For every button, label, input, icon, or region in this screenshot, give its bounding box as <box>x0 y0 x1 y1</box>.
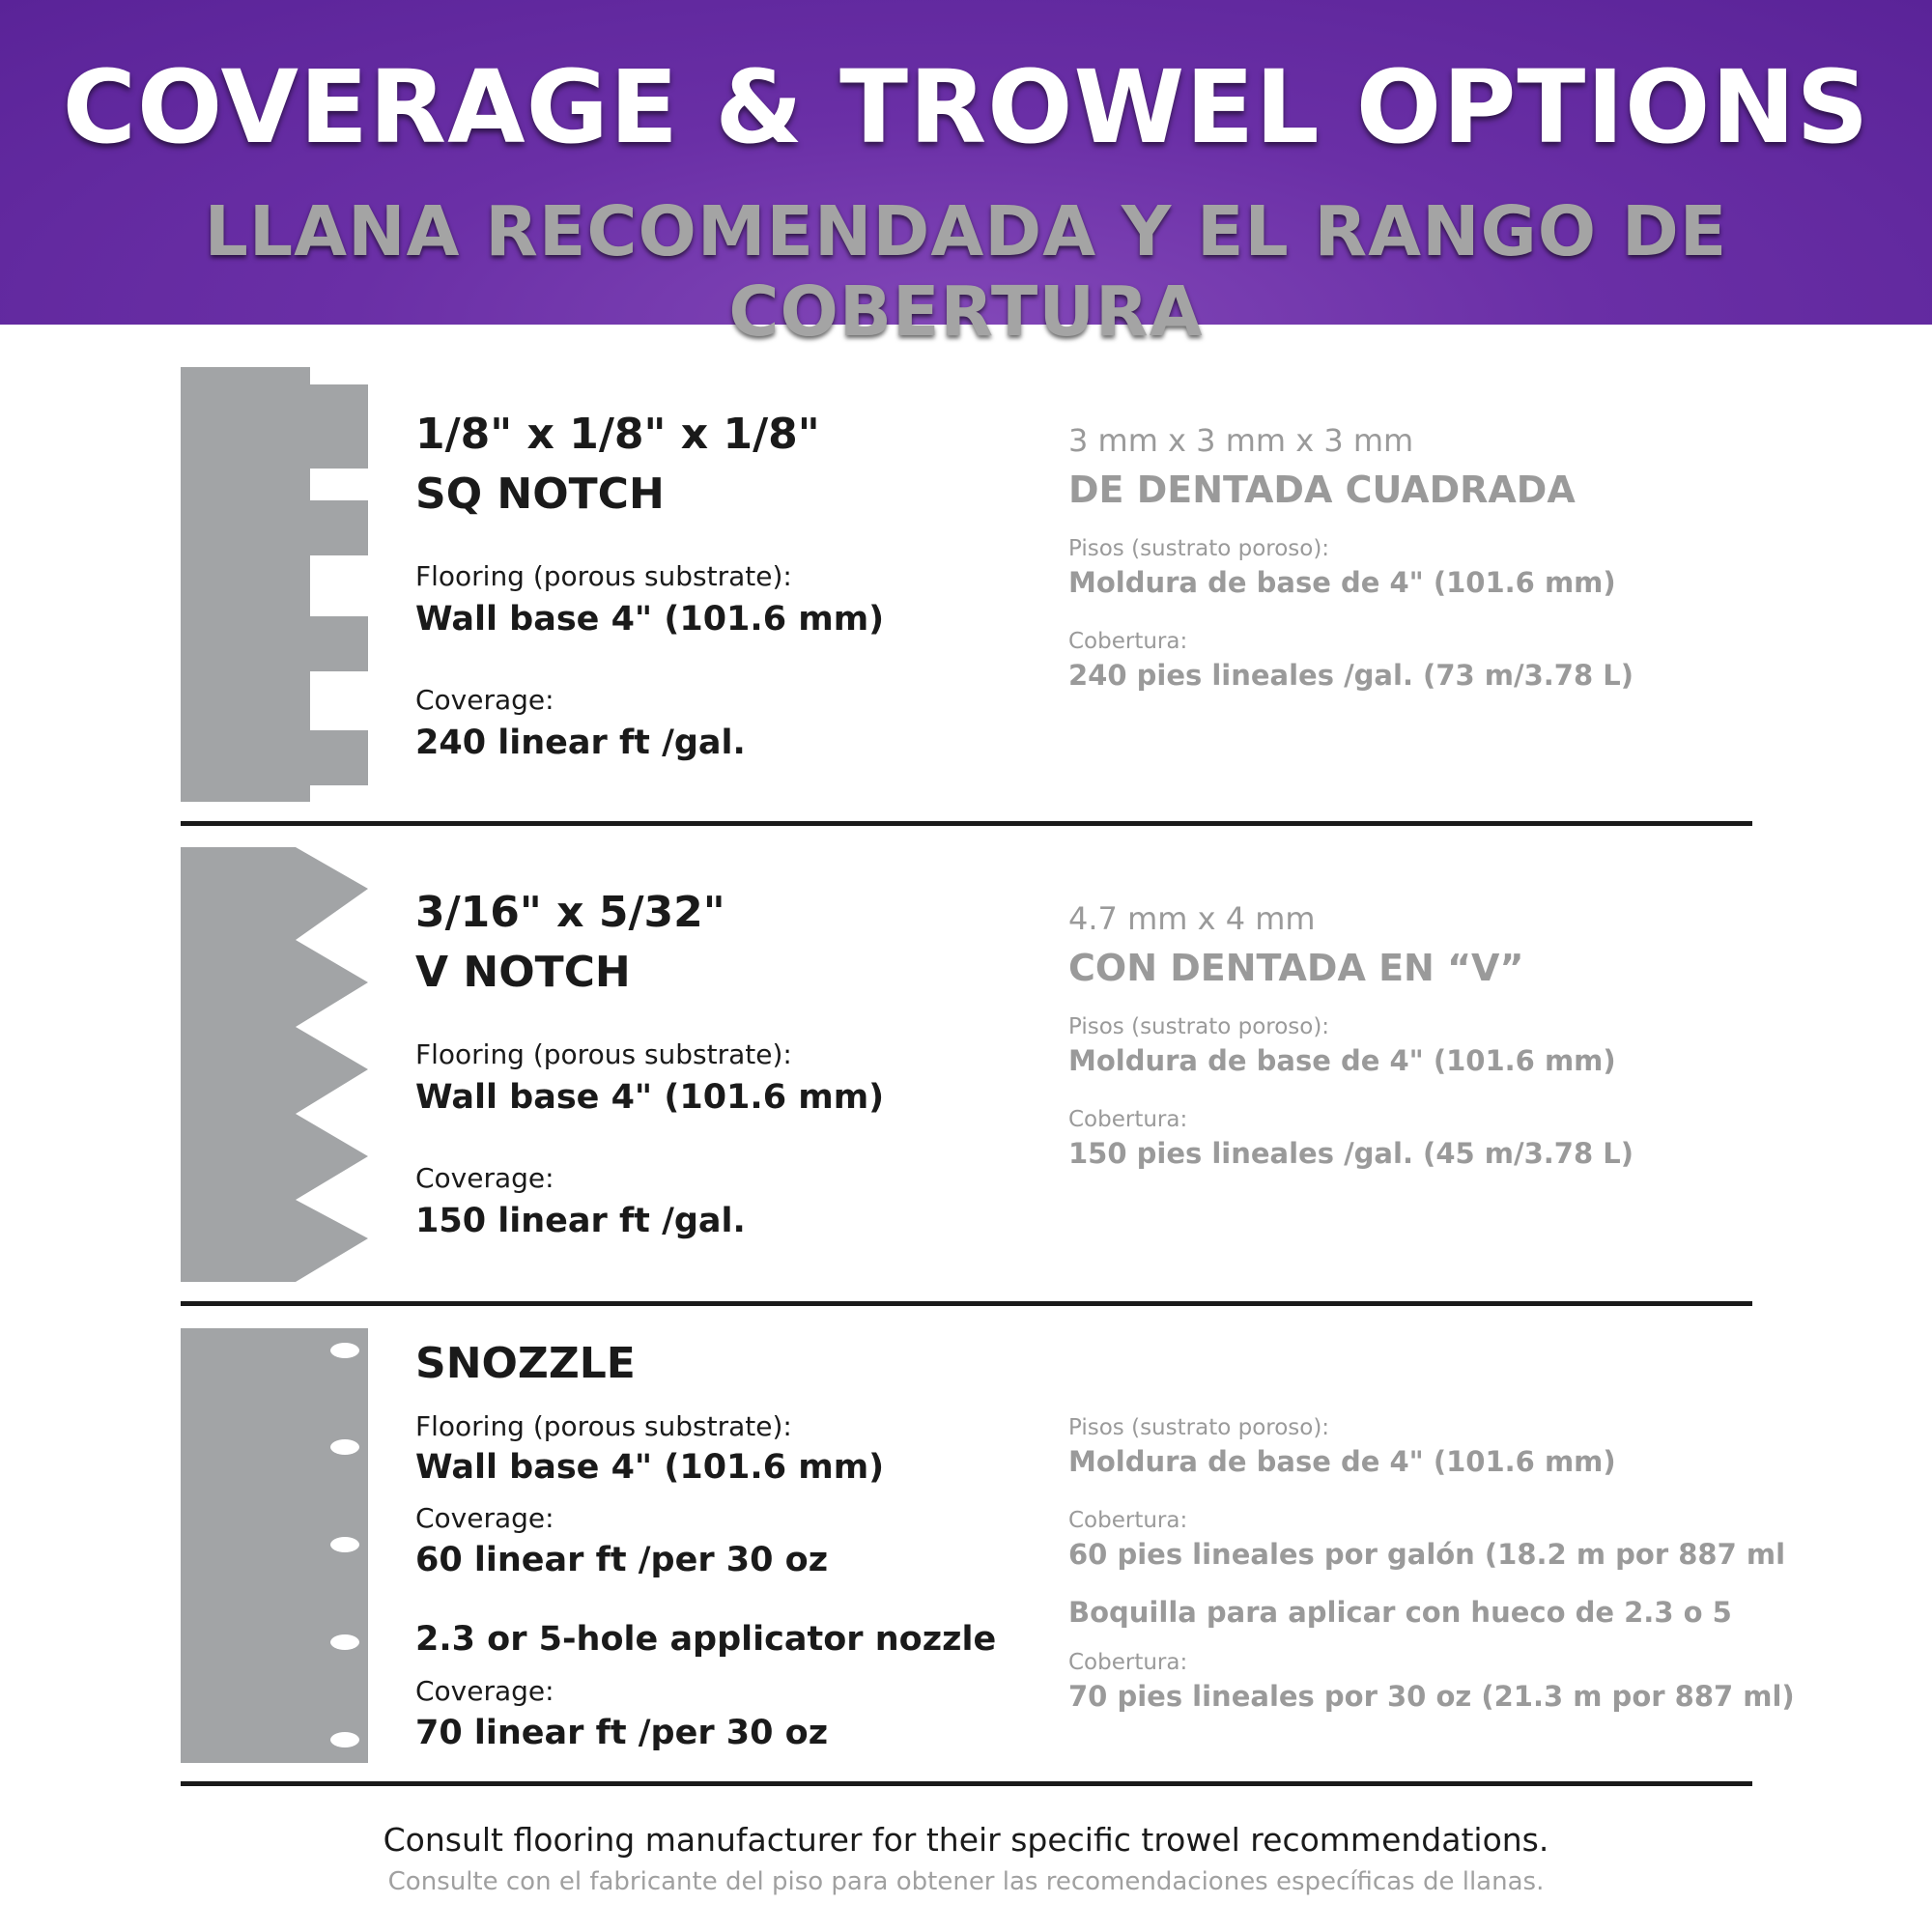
coverage2-label-en: Coverage: <box>415 1675 554 1707</box>
size-es: 3 mm x 3 mm x 3 mm <box>1068 422 1414 459</box>
flooring-value-es: Moldura de base de 4" (101.6 mm) <box>1068 566 1616 599</box>
flooring-label-es: Pisos (sustrato poroso): <box>1068 536 1330 561</box>
flooring-label-en: Flooring (porous substrate): <box>415 1410 792 1442</box>
notch-type-en: V NOTCH <box>415 948 631 997</box>
flooring-value-en: Wall base 4" (101.6 mm) <box>415 600 885 639</box>
coverage-label-en: Coverage: <box>415 1502 554 1534</box>
flooring-label-en: Flooring (porous substrate): <box>415 560 792 592</box>
notch-type-en: SNOZZLE <box>415 1339 636 1388</box>
section-divider <box>181 821 1752 826</box>
size-en: 3/16" x 5/32" <box>415 888 725 937</box>
coverage-value-en: 240 linear ft /gal. <box>415 724 746 762</box>
coverage-label-es: Cobertura: <box>1068 1107 1188 1132</box>
coverage-value-es: 60 pies lineales por galón (18.2 m por 887 ml <box>1068 1538 1786 1571</box>
nozzle-label-en: 2.3 or 5-hole applicator nozzle <box>415 1620 997 1659</box>
notch-type-es: CON DENTADA EN “V” <box>1068 947 1524 989</box>
coverage-label-es: Cobertura: <box>1068 629 1188 654</box>
coverage-value-en: 150 linear ft /gal. <box>415 1202 746 1240</box>
flooring-label-en: Flooring (porous substrate): <box>415 1038 792 1070</box>
coverage2-label-es: Cobertura: <box>1068 1650 1188 1675</box>
flooring-label-es: Pisos (sustrato poroso): <box>1068 1415 1330 1440</box>
notch-type-en: SQ NOTCH <box>415 469 665 519</box>
coverage-label-es: Cobertura: <box>1068 1508 1188 1533</box>
coverage2-value-es: 70 pies lineales por 30 oz (21.3 m por 887 ml) <box>1068 1680 1795 1713</box>
page-subtitle: LLANA RECOMENDADA Y EL RANGO DE COBERTURA <box>204 191 1728 352</box>
coverage-value-es: 150 pies lineales /gal. (45 m/3.78 L) <box>1068 1137 1634 1170</box>
header-banner <box>0 0 1932 352</box>
v-notch-trowel-icon <box>181 847 368 1282</box>
nozzle-label-es: Boquilla para aplicar con hueco de 2.3 o 5 <box>1068 1596 1732 1629</box>
flooring-label-es: Pisos (sustrato poroso): <box>1068 1014 1330 1039</box>
footer-note-es: Consulte con el fabricante del piso para obtener las recomendaciones específicas de llanas. <box>387 1867 1545 1896</box>
footer-note-en: Consult flooring manufacturer for their specific trowel recommendations. <box>383 1821 1549 1859</box>
page-title: COVERAGE & TROWEL OPTIONS <box>62 48 1870 166</box>
flooring-value-es: Moldura de base de 4" (101.6 mm) <box>1068 1445 1616 1478</box>
section-divider <box>181 1781 1752 1786</box>
coverage-label-en: Coverage: <box>415 684 554 716</box>
snozzle-nozzle-icon <box>181 1328 368 1763</box>
flooring-value-es: Moldura de base de 4" (101.6 mm) <box>1068 1044 1616 1077</box>
coverage-label-en: Coverage: <box>415 1162 554 1194</box>
flooring-value-en: Wall base 4" (101.6 mm) <box>415 1448 885 1487</box>
square-notch-trowel-icon <box>181 367 368 802</box>
section-divider <box>181 1301 1752 1306</box>
coverage-value-en: 60 linear ft /per 30 oz <box>415 1541 829 1579</box>
coverage-value-es: 240 pies lineales /gal. (73 m/3.78 L) <box>1068 659 1634 692</box>
flooring-value-en: Wall base 4" (101.6 mm) <box>415 1078 885 1117</box>
size-en: 1/8" x 1/8" x 1/8" <box>415 410 820 459</box>
size-es: 4.7 mm x 4 mm <box>1068 900 1316 937</box>
coverage2-value-en: 70 linear ft /per 30 oz <box>415 1714 829 1752</box>
notch-type-es: DE DENTADA CUADRADA <box>1068 469 1576 511</box>
